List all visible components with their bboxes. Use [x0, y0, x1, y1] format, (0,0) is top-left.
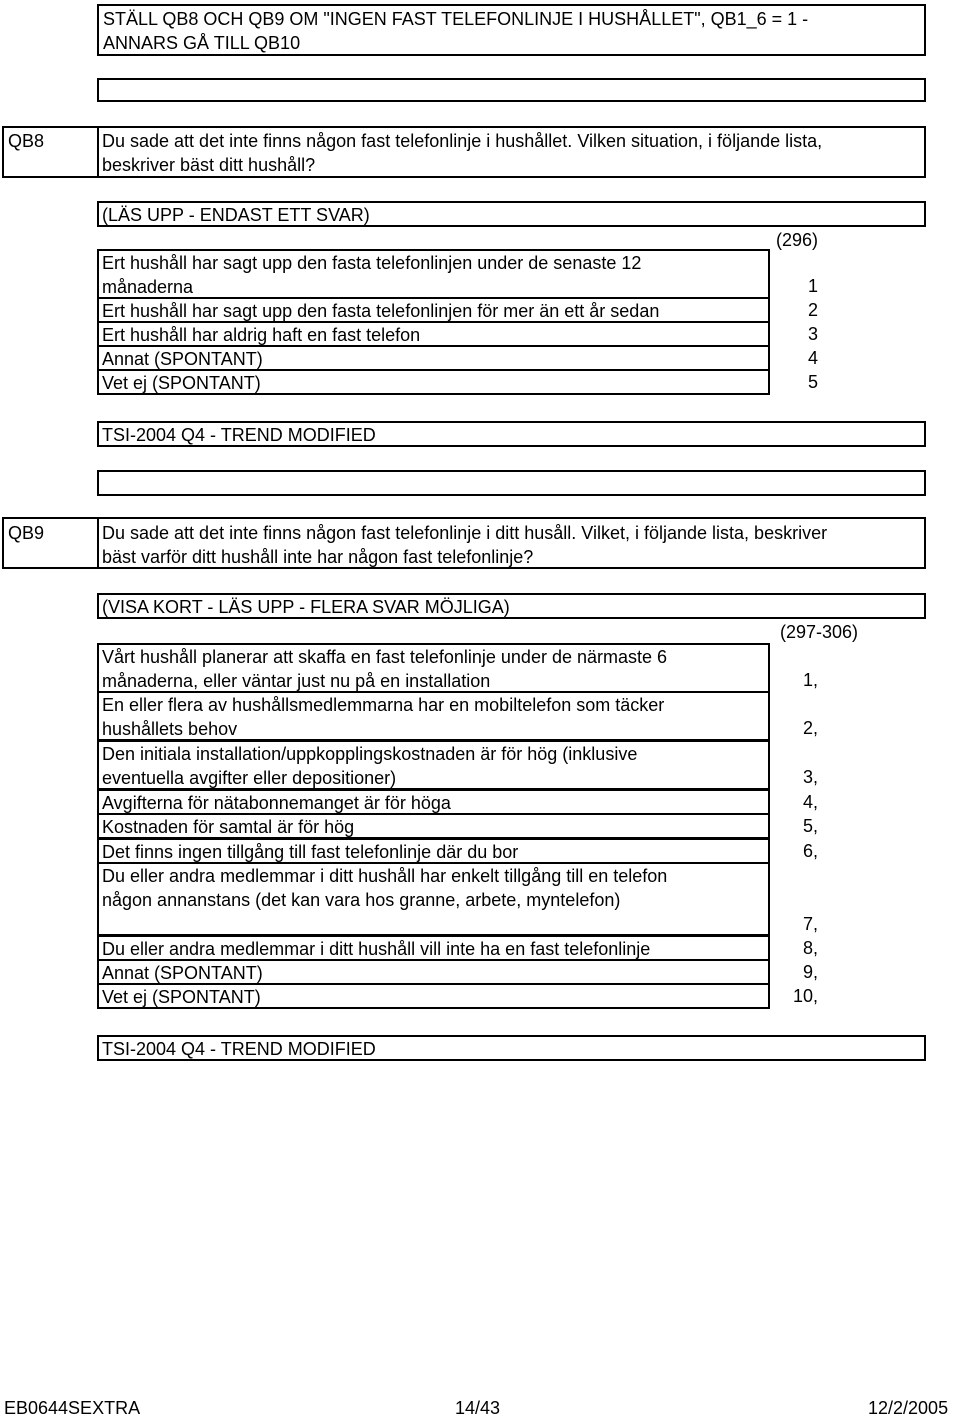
qb8-option-1-line1: Ert hushåll har sagt upp den fasta telefonlinjen under de senaste 12 — [102, 253, 642, 273]
qb8-question-line1: Du sade att det inte finns någon fast telefonlinje i hushållet. Vilken situation, i följande lista, — [102, 131, 823, 151]
qb9-option-9 — [97, 959, 770, 985]
qb9-column-code: (297-306) — [779, 622, 858, 642]
qb8-option-5 — [97, 369, 770, 395]
qb9-option-1-line1: Vårt hushåll planerar att skaffa en fast telefonlinje under de närmaste 6 — [102, 647, 668, 667]
qb9-option-10 — [97, 983, 770, 1009]
qb9-question-line1: Du sade att det inte finns någon fast telefonlinje i ditt husåll. Vilket, i följande lista, beskriver — [102, 523, 828, 543]
qb9-option-1 — [97, 643, 770, 693]
qb9-option-2-code: 2, — [802, 718, 818, 738]
qb8-option-3 — [97, 321, 770, 347]
qb9-option-9-line1: Annat (SPONTANT) — [102, 963, 263, 983]
qb9-option-6 — [97, 838, 770, 864]
routing-instruction-line2: ANNARS GÅ TILL QB10 — [103, 33, 301, 53]
qb9-id: QB9 — [8, 523, 45, 543]
qb8-option-1 — [97, 249, 770, 299]
qb9-option-9-code: 9, — [802, 962, 818, 982]
qb9-trend-note: TSI-2004 Q4 - TREND MODIFIED — [102, 1039, 376, 1059]
routing-instruction-box — [97, 4, 926, 56]
qb9-option-8-line1: Du eller andra medlemmar i ditt hushåll vill inte ha en fast telefonlinje — [102, 939, 651, 959]
qb9-option-6-code: 6, — [802, 841, 818, 861]
qb9-option-5-code: 5, — [802, 816, 818, 836]
qb8-option-1-code: 1 — [807, 276, 818, 296]
qb9-option-3-line2: eventuella avgifter eller depositioner) — [102, 768, 397, 788]
blank-field-box-2 — [97, 470, 926, 496]
qb8-instruction-box — [97, 201, 926, 227]
qb8-option-5-code: 5 — [807, 372, 818, 392]
qb9-option-7-code: 7, — [802, 914, 818, 934]
qb8-instruction: (LÄS UPP - ENDAST ETT SVAR) — [102, 205, 370, 225]
qb8-id: QB8 — [8, 131, 45, 151]
qb8-question-line2: beskriver bäst ditt hushåll? — [102, 155, 316, 175]
qb9-question-row — [2, 517, 926, 569]
footer-doc-id: EB0644SEXTRA — [4, 1398, 141, 1418]
qb9-option-2 — [97, 691, 770, 741]
qb9-divider — [97, 519, 99, 567]
qb9-option-2-line1: En eller flera av hushållsmedlemmarna har en mobiltelefon som täcker — [102, 695, 665, 715]
qb9-option-3-code: 3, — [802, 767, 818, 787]
qb8-option-3-code: 3 — [807, 324, 818, 344]
qb9-option-1-line2: månaderna, eller väntar just nu på en installation — [102, 671, 491, 691]
qb9-option-1-code: 1, — [802, 670, 818, 690]
qb8-option-1-line2: månaderna — [102, 277, 194, 297]
qb9-option-7-line2: någon annanstans (det kan vara hos granne, arbete, myntelefon) — [102, 890, 621, 910]
qb9-instruction-box — [97, 593, 926, 619]
qb9-option-10-code: 10, — [792, 986, 818, 1006]
blank-field-box — [97, 78, 926, 102]
qb8-divider — [97, 128, 99, 176]
qb9-option-7-line1: Du eller andra medlemmar i ditt hushåll har enkelt tillgång till en telefon — [102, 866, 668, 886]
qb9-option-4-code: 4, — [802, 792, 818, 812]
qb9-trend-note-box — [97, 1035, 926, 1061]
qb8-option-4-line1: Annat (SPONTANT) — [102, 349, 263, 369]
qb8-option-5-line1: Vet ej (SPONTANT) — [102, 373, 261, 393]
qb9-option-6-line1: Det finns ingen tillgång till fast telefonlinje där du bor — [102, 842, 519, 862]
footer-page-number: 14/43 — [455, 1398, 501, 1418]
qb9-option-7 — [97, 862, 770, 936]
qb8-option-4-code: 4 — [807, 348, 818, 368]
footer-date: 12/2/2005 — [868, 1398, 949, 1418]
qb9-option-2-line2: hushållets behov — [102, 719, 238, 739]
routing-instruction-line1: STÄLL QB8 OCH QB9 OM "INGEN FAST TELEFONLINJE I HUSHÅLLET", QB1_6 = 1 - — [103, 9, 809, 29]
qb8-option-4 — [97, 345, 770, 371]
qb8-trend-note-box — [97, 421, 926, 447]
qb9-option-10-line1: Vet ej (SPONTANT) — [102, 987, 261, 1007]
qb9-question-line2: bäst varför ditt hushåll inte har någon fast telefonlinje? — [102, 547, 534, 567]
qb9-option-8 — [97, 935, 770, 961]
qb8-option-2-code: 2 — [807, 300, 818, 320]
qb8-option-2-line1: Ert hushåll har sagt upp den fasta telefonlinjen för mer än ett år sedan — [102, 301, 660, 321]
qb9-option-3-line1: Den initiala installation/uppkopplingskostnaden är för hög (inklusive — [102, 744, 638, 764]
qb9-instruction: (VISA KORT - LÄS UPP - FLERA SVAR MÖJLIGA) — [102, 597, 510, 617]
qb8-option-3-line1: Ert hushåll har aldrig haft en fast telefon — [102, 325, 421, 345]
qb9-option-5-line1: Kostnaden för samtal är för hög — [102, 817, 355, 837]
qb8-column-code: (296) — [775, 230, 818, 250]
qb9-option-5 — [97, 813, 770, 839]
qb8-option-2 — [97, 297, 770, 323]
qb8-question-row — [2, 126, 926, 178]
qb8-trend-note: TSI-2004 Q4 - TREND MODIFIED — [102, 425, 376, 445]
qb9-option-3 — [97, 740, 770, 790]
qb9-option-4-line1: Avgifterna för nätabonnemanget är för höga — [102, 793, 451, 813]
qb9-option-8-code: 8, — [802, 938, 818, 958]
qb9-option-4 — [97, 789, 770, 815]
